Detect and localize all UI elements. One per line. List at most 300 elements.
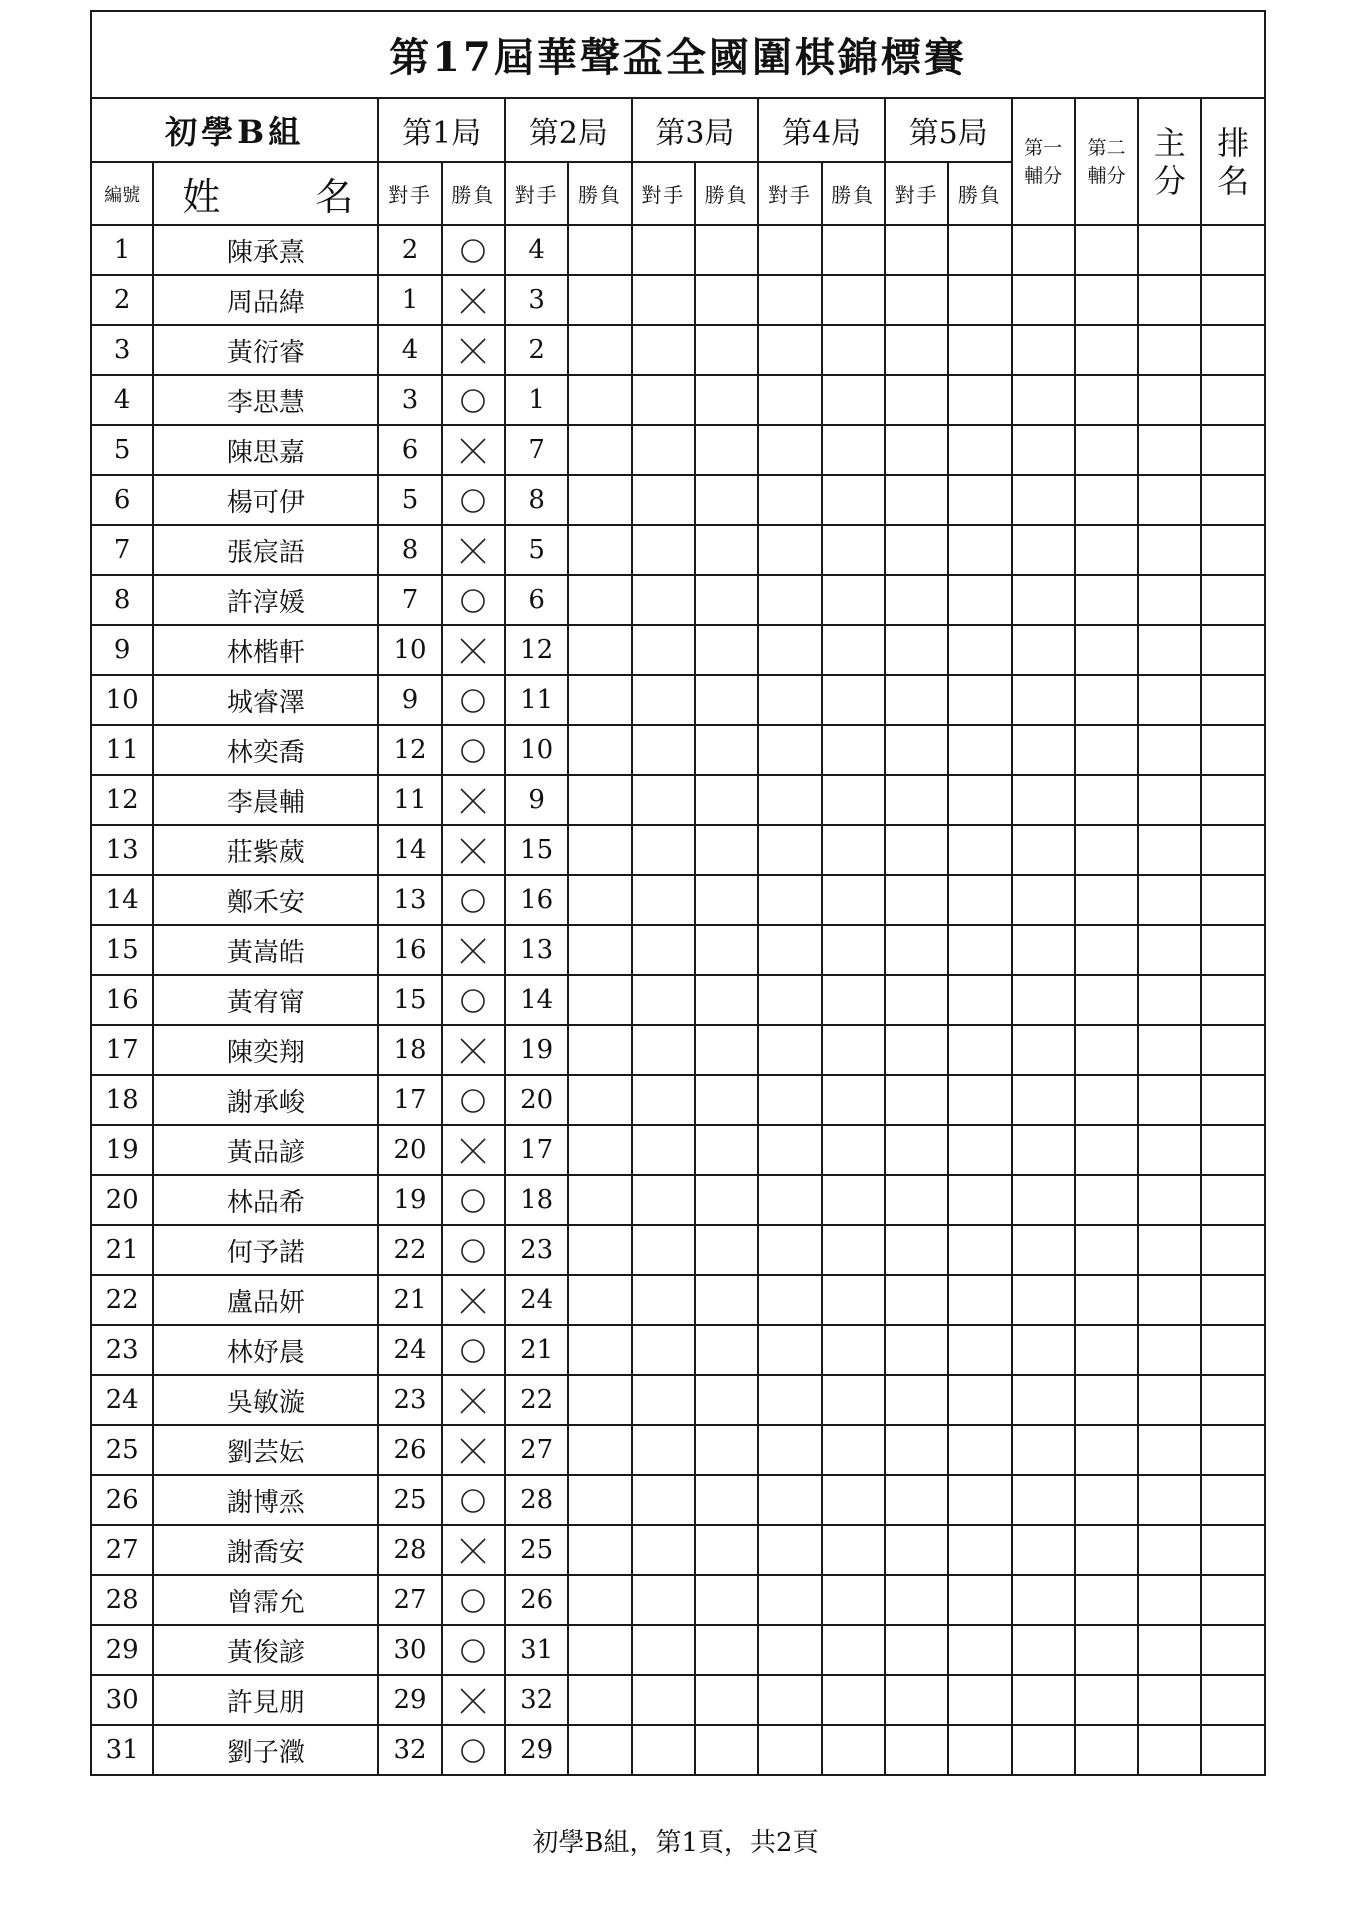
r3-opponent [632, 725, 695, 775]
r4-result [822, 775, 885, 825]
r1-result-loss [442, 625, 505, 675]
player-name: 莊紫葳 [153, 825, 378, 875]
r5-result [948, 775, 1011, 825]
main-score [1138, 525, 1201, 575]
rank [1201, 775, 1265, 825]
r3-opponent [632, 1125, 695, 1175]
r1-opponent: 22 [378, 1225, 441, 1275]
cross-icon [458, 286, 488, 316]
aux-score-1 [1012, 875, 1075, 925]
r4-opponent [758, 1475, 821, 1525]
r5-result [948, 1075, 1011, 1125]
r5-result [948, 475, 1011, 525]
r4-result [822, 1725, 885, 1775]
r2-result [568, 275, 631, 325]
player-number: 9 [91, 625, 153, 675]
r1-opponent: 1 [378, 275, 441, 325]
cross-icon [458, 1136, 488, 1166]
aux-score-1 [1012, 625, 1075, 675]
r5-opponent [885, 1125, 948, 1175]
r2-opponent: 21 [505, 1325, 568, 1375]
r1-result-loss [442, 325, 505, 375]
r1-opponent: 3 [378, 375, 441, 425]
r4-result [822, 325, 885, 375]
r4-result [822, 725, 885, 775]
r4-opponent [758, 875, 821, 925]
aux-score-2 [1075, 1275, 1138, 1325]
aux-score-1 [1012, 825, 1075, 875]
aux-score-1 [1012, 975, 1075, 1025]
aux-score-2 [1075, 725, 1138, 775]
r5-result [948, 1575, 1011, 1625]
r1-opponent: 19 [378, 1175, 441, 1225]
r1-result-win [442, 1075, 505, 1125]
r3-opponent [632, 1475, 695, 1525]
table-row [91, 1475, 1265, 1525]
player-number: 30 [91, 1675, 153, 1725]
rank [1201, 1075, 1265, 1125]
aux-score-1 [1012, 375, 1075, 425]
rank-line1: 排 [1217, 123, 1250, 162]
player-number: 16 [91, 975, 153, 1025]
r4-opponent [758, 275, 821, 325]
r4-opponent [758, 375, 821, 425]
r2-result [568, 975, 631, 1025]
r1-result-loss [442, 1025, 505, 1075]
r5-result [948, 525, 1011, 575]
r3-result [695, 1075, 758, 1125]
r4-opponent [758, 225, 821, 275]
r1-opponent-header: 對手 [378, 162, 441, 225]
r3-result [695, 325, 758, 375]
circle-icon [458, 886, 488, 916]
r2-opponent: 23 [505, 1225, 568, 1275]
aux-score-1 [1012, 1575, 1075, 1625]
r3-result [695, 925, 758, 975]
r4-opponent [758, 1525, 821, 1575]
r3-opponent [632, 1575, 695, 1625]
r1-result-win [442, 575, 505, 625]
rank [1201, 1525, 1265, 1575]
table-row [91, 725, 1265, 775]
r3-result [695, 1675, 758, 1725]
main-score [1138, 225, 1201, 275]
r2-result [568, 875, 631, 925]
r2-opponent: 10 [505, 725, 568, 775]
cross-icon [458, 1436, 488, 1466]
circle-icon [458, 1186, 488, 1216]
table-row [91, 1175, 1265, 1225]
player-name: 許見朋 [153, 1675, 378, 1725]
r4-opponent [758, 1425, 821, 1475]
player-name: 林品希 [153, 1175, 378, 1225]
player-number: 26 [91, 1475, 153, 1525]
player-name: 黃嵩皓 [153, 925, 378, 975]
aux-score-1 [1012, 525, 1075, 575]
r3-result [695, 1725, 758, 1775]
r3-opponent [632, 875, 695, 925]
player-number: 12 [91, 775, 153, 825]
cross-icon [458, 1036, 488, 1066]
r3-result [695, 275, 758, 325]
aux-score-2 [1075, 325, 1138, 375]
r4-opponent [758, 475, 821, 525]
r2-opponent: 8 [505, 475, 568, 525]
r3-result [695, 875, 758, 925]
r2-result [568, 625, 631, 675]
aux-score-1 [1012, 675, 1075, 725]
table-row [91, 1325, 1265, 1375]
r5-result [948, 1025, 1011, 1075]
r3-result [695, 675, 758, 725]
r3-opponent [632, 325, 695, 375]
r1-opponent: 13 [378, 875, 441, 925]
r5-result [948, 1475, 1011, 1525]
aux-score-2 [1075, 575, 1138, 625]
player-number: 28 [91, 1575, 153, 1625]
r1-opponent: 24 [378, 1325, 441, 1375]
aux-score-1-line1: 第一 [1024, 136, 1063, 159]
table-row [91, 1225, 1265, 1275]
r5-result [948, 1325, 1011, 1375]
r5-result [948, 725, 1011, 775]
r4-result [822, 825, 885, 875]
aux-score-2 [1075, 1475, 1138, 1525]
r1-opponent: 7 [378, 575, 441, 625]
r1-opponent: 6 [378, 425, 441, 475]
r2-result [568, 925, 631, 975]
r1-opponent: 9 [378, 675, 441, 725]
aux-score-2 [1075, 1025, 1138, 1075]
r1-opponent: 16 [378, 925, 441, 975]
r2-opponent: 6 [505, 575, 568, 625]
table-row [91, 1725, 1265, 1775]
r1-result-loss [442, 1275, 505, 1325]
r5-opponent [885, 1275, 948, 1325]
r1-result-win [442, 475, 505, 525]
r2-opponent: 3 [505, 275, 568, 325]
player-name: 何予諾 [153, 1225, 378, 1275]
aux-score-2 [1075, 1375, 1138, 1425]
aux-score-1 [1012, 1425, 1075, 1475]
r1-opponent: 4 [378, 325, 441, 375]
aux-score-1 [1012, 1375, 1075, 1425]
r5-opponent [885, 1575, 948, 1625]
player-name: 謝博烝 [153, 1475, 378, 1525]
player-name: 陳思嘉 [153, 425, 378, 475]
table-row [91, 1525, 1265, 1575]
player-number: 13 [91, 825, 153, 875]
name-header-right: 名 [315, 175, 354, 219]
r4-result [822, 1275, 885, 1325]
main-score-header [1138, 98, 1201, 225]
r4-result [822, 1225, 885, 1275]
rank [1201, 1475, 1265, 1525]
rank [1201, 1025, 1265, 1075]
r4-opponent [758, 575, 821, 625]
r5-opponent [885, 275, 948, 325]
r1-opponent: 20 [378, 1125, 441, 1175]
rank [1201, 1675, 1265, 1725]
aux-score-2 [1075, 425, 1138, 475]
r4-opponent [758, 1625, 821, 1675]
r4-result [822, 1025, 885, 1075]
r1-result-loss [442, 825, 505, 875]
cross-icon [458, 636, 488, 666]
r5-result [948, 375, 1011, 425]
r2-opponent: 15 [505, 825, 568, 875]
aux-score-1 [1012, 1725, 1075, 1775]
r1-opponent: 17 [378, 1075, 441, 1125]
table-row [91, 1575, 1265, 1625]
cross-icon [458, 786, 488, 816]
player-number: 19 [91, 1125, 153, 1175]
circle-icon [458, 1086, 488, 1116]
r5-opponent [885, 575, 948, 625]
aux-score-2 [1075, 1075, 1138, 1125]
r2-result [568, 575, 631, 625]
r5-result [948, 875, 1011, 925]
r3-result [695, 1025, 758, 1075]
rank [1201, 1725, 1265, 1775]
r2-result [568, 675, 631, 725]
table-row [91, 1375, 1265, 1425]
r2-opponent: 16 [505, 875, 568, 925]
r3-opponent [632, 1075, 695, 1125]
aux-score-2 [1075, 675, 1138, 725]
r1-opponent: 29 [378, 1675, 441, 1725]
rank [1201, 1325, 1265, 1375]
circle-icon [458, 236, 488, 266]
r4-opponent [758, 325, 821, 375]
player-name: 陳承熹 [153, 225, 378, 275]
r1-opponent: 18 [378, 1025, 441, 1075]
main-score [1138, 775, 1201, 825]
name-header-left: 姓 [182, 175, 221, 219]
r5-opponent [885, 1425, 948, 1475]
r4-opponent [758, 1175, 821, 1225]
r4-opponent-header: 對手 [758, 162, 821, 225]
r3-opponent [632, 1375, 695, 1425]
player-number: 5 [91, 425, 153, 475]
r2-opponent: 17 [505, 1125, 568, 1175]
cross-icon [458, 1286, 488, 1316]
main-score [1138, 375, 1201, 425]
r1-result-win [442, 1475, 505, 1525]
r3-opponent [632, 1025, 695, 1075]
r5-opponent [885, 675, 948, 725]
r1-result-loss [442, 425, 505, 475]
r3-opponent [632, 1425, 695, 1475]
aux-score-2 [1075, 925, 1138, 975]
player-number: 20 [91, 1175, 153, 1225]
r4-opponent [758, 425, 821, 475]
cross-icon [458, 936, 488, 966]
r4-result [822, 375, 885, 425]
aux-score-2 [1075, 1225, 1138, 1275]
r2-result [568, 1475, 631, 1525]
table-row [91, 375, 1265, 425]
table-row [91, 675, 1265, 725]
aux-score-2 [1075, 1325, 1138, 1375]
r3-result [695, 225, 758, 275]
aux-score-1-header [1012, 98, 1075, 225]
r3-opponent [632, 775, 695, 825]
player-name: 黃衍睿 [153, 325, 378, 375]
r2-result [568, 1025, 631, 1075]
r5-result [948, 1125, 1011, 1175]
r3-result [695, 1525, 758, 1575]
aux-score-2 [1075, 475, 1138, 525]
r2-result [568, 1125, 631, 1175]
page-footer: 初學B組，第1頁，共2頁 [532, 1828, 819, 1858]
r1-opponent: 2 [378, 225, 441, 275]
r1-result-loss [442, 1125, 505, 1175]
aux-score-1 [1012, 575, 1075, 625]
player-name: 謝承峻 [153, 1075, 378, 1125]
main-score [1138, 1125, 1201, 1175]
r5-result [948, 1225, 1011, 1275]
r3-result [695, 1575, 758, 1625]
r4-result [822, 1525, 885, 1575]
r2-result [568, 1575, 631, 1625]
rank [1201, 525, 1265, 575]
aux-score-1 [1012, 475, 1075, 525]
r5-result [948, 275, 1011, 325]
r5-opponent [885, 1175, 948, 1225]
r5-opponent [885, 1675, 948, 1725]
aux-score-1 [1012, 1125, 1075, 1175]
table-row [91, 625, 1265, 675]
r4-result [822, 1475, 885, 1525]
rank [1201, 1625, 1265, 1675]
r4-opponent [758, 1125, 821, 1175]
r5-opponent [885, 775, 948, 825]
r2-opponent-header: 對手 [505, 162, 568, 225]
header-row-rounds [91, 98, 1265, 162]
r3-result [695, 1325, 758, 1375]
score-sheet [90, 10, 1266, 1778]
r1-result-win [442, 1175, 505, 1225]
r5-opponent [885, 325, 948, 375]
player-name: 黃品諺 [153, 1125, 378, 1175]
r4-result [822, 625, 885, 675]
r4-opponent [758, 975, 821, 1025]
player-name: 陳奕翔 [153, 1025, 378, 1075]
player-number: 27 [91, 1525, 153, 1575]
rank [1201, 375, 1265, 425]
table-row [91, 1675, 1265, 1725]
r3-result [695, 775, 758, 825]
r2-result [568, 775, 631, 825]
aux-score-2 [1075, 1575, 1138, 1625]
r5-result [948, 425, 1011, 475]
r3-opponent [632, 625, 695, 675]
r5-opponent [885, 225, 948, 275]
r2-opponent: 24 [505, 1275, 568, 1325]
player-number: 24 [91, 1375, 153, 1425]
rank [1201, 1575, 1265, 1625]
r4-result [822, 875, 885, 925]
rank-header [1201, 98, 1265, 225]
r1-result-header: 勝負 [442, 162, 505, 225]
r1-result-win [442, 975, 505, 1025]
player-name: 許淳媛 [153, 575, 378, 625]
main-score [1138, 1375, 1201, 1425]
r3-opponent-header: 對手 [632, 162, 695, 225]
main-score [1138, 1325, 1201, 1375]
r2-opponent: 5 [505, 525, 568, 575]
r5-result [948, 575, 1011, 625]
r1-opponent: 12 [378, 725, 441, 775]
main-score [1138, 825, 1201, 875]
table-row [91, 825, 1265, 875]
table-row [91, 1425, 1265, 1475]
r5-result [948, 1725, 1011, 1775]
player-name: 林妤晨 [153, 1325, 378, 1375]
aux-score-2 [1075, 1125, 1138, 1175]
r3-result [695, 1125, 758, 1175]
r3-opponent [632, 575, 695, 625]
r5-opponent [885, 1225, 948, 1275]
r3-result [695, 575, 758, 625]
table-row [91, 425, 1265, 475]
r4-opponent [758, 525, 821, 575]
number-header: 編號 [91, 162, 153, 225]
r2-result [568, 375, 631, 425]
aux-score-2 [1075, 1725, 1138, 1775]
r1-opponent: 26 [378, 1425, 441, 1475]
aux-score-1 [1012, 1475, 1075, 1525]
circle-icon [458, 1486, 488, 1516]
r3-opponent [632, 225, 695, 275]
player-number: 23 [91, 1325, 153, 1375]
r3-result [695, 375, 758, 425]
aux-score-2 [1075, 225, 1138, 275]
r5-result-header: 勝負 [948, 162, 1011, 225]
player-name: 張宸語 [153, 525, 378, 575]
main-score [1138, 1425, 1201, 1475]
r1-result-loss [442, 1375, 505, 1425]
r4-opponent [758, 1725, 821, 1775]
player-name: 李思慧 [153, 375, 378, 425]
player-name: 林奕喬 [153, 725, 378, 775]
r4-result [822, 675, 885, 725]
r5-opponent [885, 525, 948, 575]
r5-opponent [885, 1525, 948, 1575]
r1-opponent: 14 [378, 825, 441, 875]
r3-result [695, 1275, 758, 1325]
r5-result [948, 625, 1011, 675]
r1-result-loss [442, 1425, 505, 1475]
circle-icon [458, 736, 488, 766]
r2-result-header: 勝負 [568, 162, 631, 225]
r2-result [568, 725, 631, 775]
aux-score-1 [1012, 725, 1075, 775]
player-name: 黃宥甯 [153, 975, 378, 1025]
r3-opponent [632, 1625, 695, 1675]
round-4-header: 第4局 [758, 98, 885, 162]
r2-opponent: 2 [505, 325, 568, 375]
circle-icon [458, 586, 488, 616]
r4-result [822, 1075, 885, 1125]
r3-result [695, 1175, 758, 1225]
r1-result-win [442, 1225, 505, 1275]
rank [1201, 475, 1265, 525]
rank [1201, 425, 1265, 475]
r4-opponent [758, 775, 821, 825]
aux-score-2 [1075, 375, 1138, 425]
